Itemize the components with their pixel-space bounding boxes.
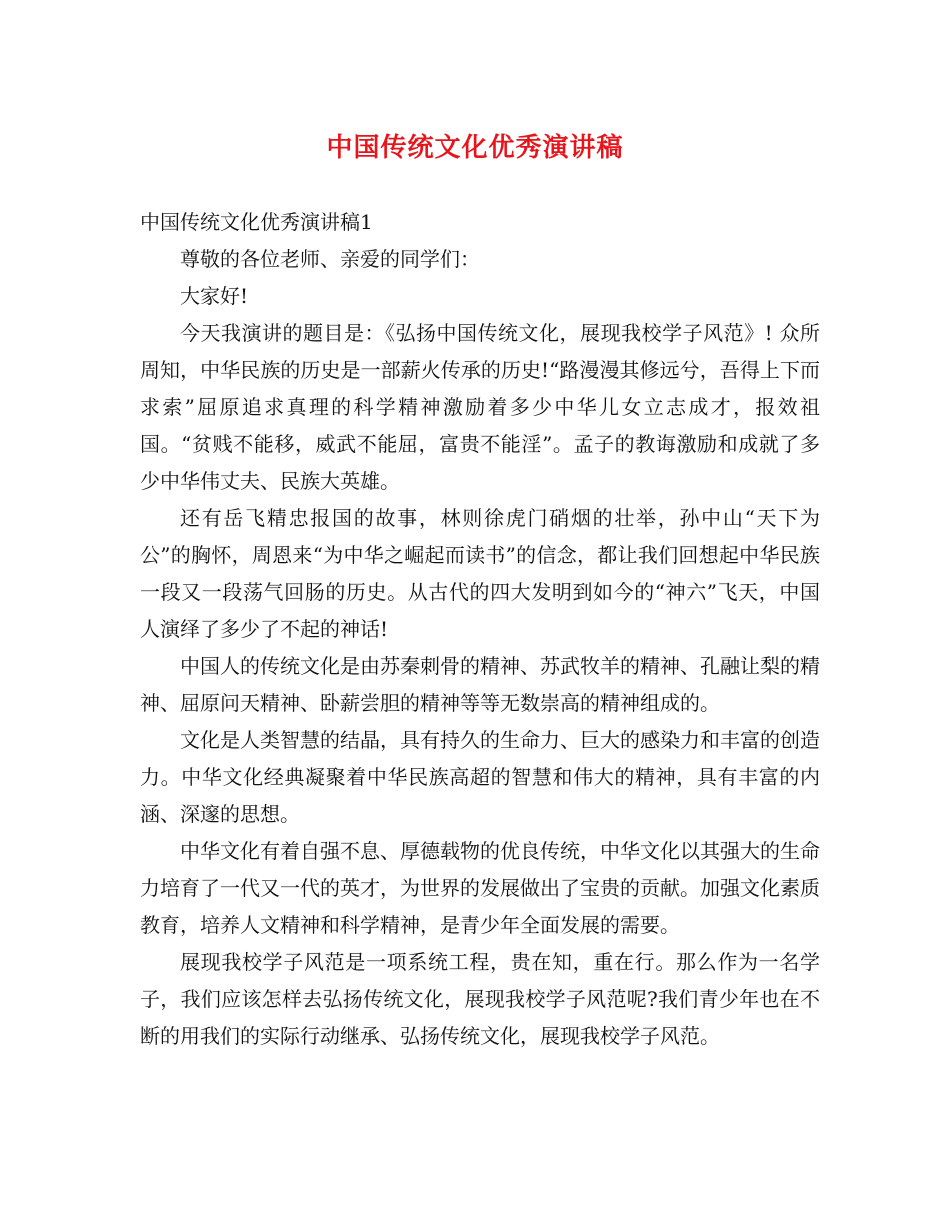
- paragraph: 中国人的传统文化是由苏秦刺骨的精神、苏武牧羊的精神、孔融让梨的精神、屈原问天精神、卧薪尝胆的精神等等无数崇高的精神组成的。: [140, 654, 820, 715]
- document-title: 中国传统文化优秀演讲稿: [326, 133, 624, 163]
- document-body: [140, 204, 820, 1055]
- paragraph: 大家好!: [180, 284, 249, 308]
- paragraph: 文化是人类智慧的结晶，具有持久的生命力、巨大的感染力和丰富的创造力。中华文化经典凝聚着中华民族高超的智慧和伟大的精神，具有丰富的内涵、深邃的思想。: [140, 728, 820, 826]
- paragraph: 今天我演讲的题目是：《弘扬中国传统文化，展现我校学子风范》! 众所周知，中华民族的历史是一部薪火传承的历史!“路漫漫其修远兮，吾得上下而求索”屈原追求真理的科学精神激励着多少中华儿女立志成才，报效祖国。“贫贱不能移，威武不能屈，富贵不能淫”。孟子的教诲激励和成就了多少中华伟丈夫、民族大英雄。: [140, 321, 820, 493]
- paragraph: 尊敬的各位老师、亲爱的同学们：: [180, 247, 480, 271]
- section-heading: 中国传统文化优秀演讲稿1: [140, 210, 373, 234]
- paragraph: 还有岳飞精忠报国的故事，林则徐虎门硝烟的壮举，孙中山“天下为公”的胸怀，周恩来“为中华之崛起而读书”的信念，都让我们回想起中华民族一段又一段荡气回肠的历史。从古代的四大发明到如今的“神六”飞天，中国人演绎了多少了不起的神话!: [140, 506, 820, 641]
- paragraph: 展现我校学子风范是一项系统工程，贵在知，重在行。那么作为一名学子，我们应该怎样去弘扬传统文化，展现我校学子风范呢?我们青少年也在不断的用我们的实际行动继承、弘扬传统文化，展现我校学子风范。: [140, 950, 820, 1048]
- paragraph: 中华文化有着自强不息、厚德载物的优良传统，中华文化以其强大的生命力培育了一代又一代的英才，为世界的发展做出了宝贵的贡献。加强文化素质教育，培养人文精神和科学精神，是青少年全面发展的需要。: [140, 839, 820, 937]
